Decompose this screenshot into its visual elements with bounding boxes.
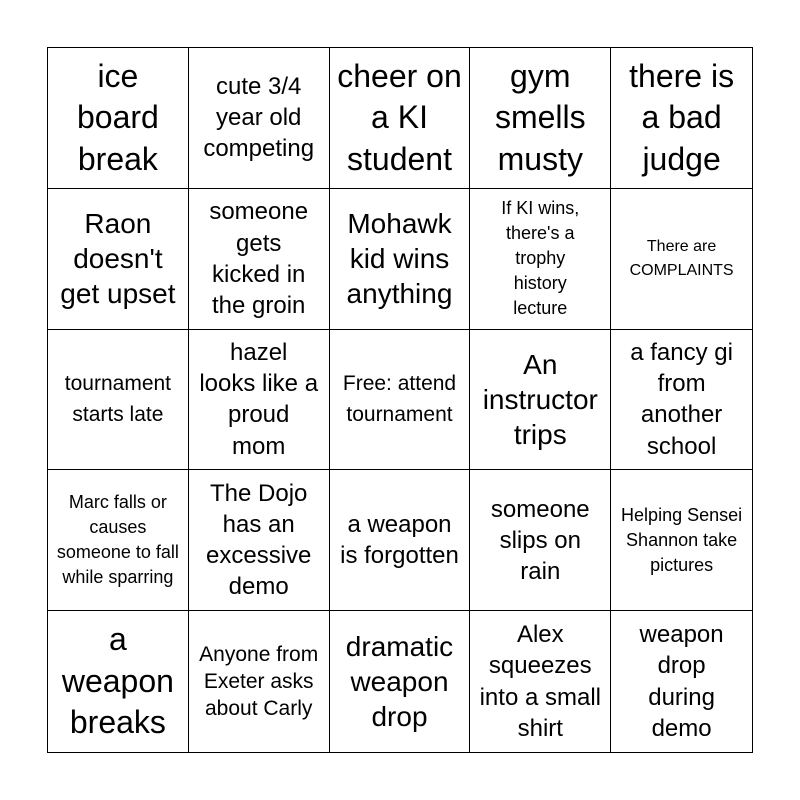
cell-text: Helping Sensei Shannon take pictures — [621, 504, 743, 575]
bingo-cell[interactable] — [48, 470, 189, 611]
cell-text: cute 3/4 year old competing — [203, 73, 315, 163]
bingo-cell[interactable] — [611, 48, 752, 189]
bingo-cell[interactable] — [189, 189, 330, 330]
bingo-cell[interactable] — [330, 48, 471, 189]
cell-text: The Dojo has an excessive demo — [206, 479, 312, 601]
cell-text: An instructor trips — [482, 348, 598, 450]
cell-text: tournament starts late — [64, 371, 172, 427]
cell-text: a fancy gi from another school — [630, 339, 733, 460]
cell-text: gym smells musty — [494, 57, 586, 177]
bingo-cell[interactable] — [470, 189, 611, 330]
bingo-cell[interactable] — [330, 470, 471, 611]
bingo-cell[interactable] — [611, 611, 752, 752]
cell-text: a weapon is forgotten — [340, 511, 459, 570]
bingo-cell[interactable] — [470, 611, 611, 752]
bingo-cell[interactable] — [48, 48, 189, 189]
cell-text: hazel looks like a proud mom — [199, 339, 319, 460]
bingo-cell[interactable] — [330, 189, 471, 330]
bingo-cell[interactable] — [330, 611, 471, 752]
bingo-cell[interactable] — [189, 330, 330, 471]
cell-text: there is a bad judge — [629, 57, 735, 177]
cell-text: Marc falls or causes someone to fall while sparring — [56, 491, 179, 588]
cell-text: cheer on a KI student — [337, 57, 462, 177]
cell-text: someone slips on rain — [490, 495, 590, 585]
cell-text: a weapon breaks — [61, 621, 174, 741]
cell-text: someone gets kicked in the groin — [209, 198, 309, 319]
bingo-cell[interactable] — [470, 470, 611, 611]
bingo-cell[interactable] — [611, 330, 752, 471]
cell-text: weapon drop during demo — [639, 621, 724, 742]
bingo-cell[interactable] — [611, 470, 752, 611]
bingo-cell[interactable] — [189, 611, 330, 752]
cell-text: Raon doesn't get upset — [60, 208, 176, 310]
bingo-cell[interactable] — [189, 48, 330, 189]
bingo-cell[interactable] — [470, 330, 611, 471]
bingo-cell[interactable] — [189, 470, 330, 611]
cell-text: Mohawk kid wins anything — [346, 208, 453, 310]
cell-text: dramatic weapon drop — [345, 631, 454, 733]
cell-text: There are COMPLAINTS — [629, 237, 734, 279]
bingo-board — [47, 47, 753, 753]
cell-text: ice board break — [76, 57, 159, 177]
bingo-cell[interactable] — [48, 330, 189, 471]
bingo-cell[interactable] — [48, 611, 189, 752]
bingo-cell[interactable] — [611, 189, 752, 330]
cell-text: Alex squeezes into a small shirt — [479, 621, 601, 742]
cell-text: If KI wins, there's a trophy history lecture — [501, 197, 580, 319]
cell-text: Free: attend tournament — [342, 371, 457, 427]
bingo-cell[interactable] — [330, 330, 471, 471]
bingo-cell[interactable] — [470, 48, 611, 189]
cell-text: Anyone from Exeter asks about Carly — [199, 642, 319, 721]
bingo-cell[interactable] — [48, 189, 189, 330]
